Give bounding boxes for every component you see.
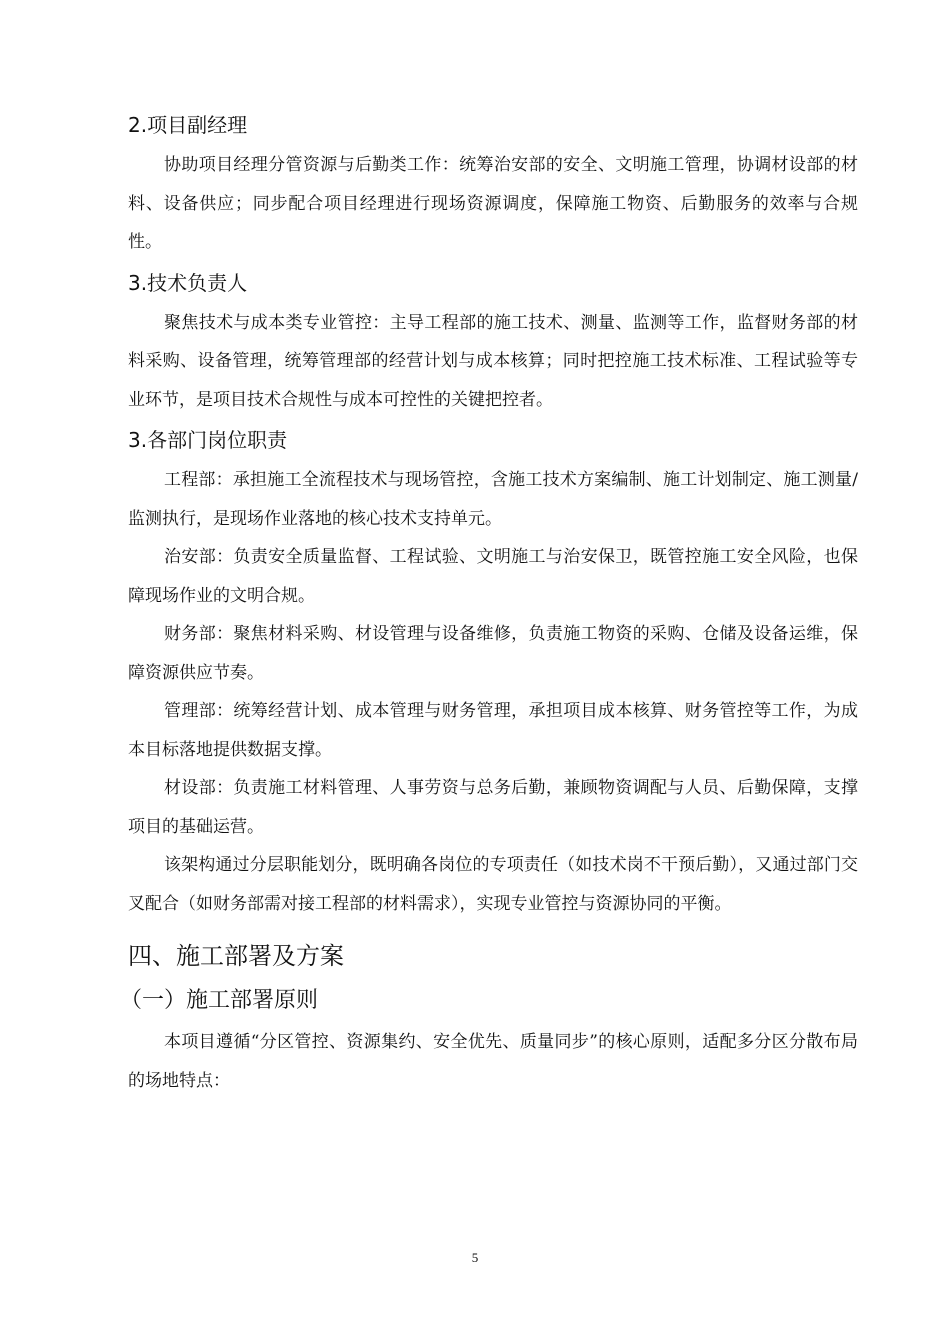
section-heading-technical-lead: 3.技术负责人 bbox=[128, 270, 248, 295]
paragraph-engineering: 工程部：承担施工全流程技术与现场管控，含施工技术方案编制、施工计划制定、施工测量/监测执行，是现场作业落地的核心技术支持单元。 bbox=[128, 470, 858, 529]
paragraph-principles: 本项目遵循“分区管控、资源集约、安全优先、质量同步”的核心原则，适配多分区分散布局的场地特点： bbox=[128, 1032, 858, 1091]
paragraph-materials: 材设部：负责施工材料管理、人事劳资与总务后勤，兼顾物资调配与人员、后勤保障，支撑项目的基础运营。 bbox=[128, 778, 858, 837]
paragraph: 协助项目经理分管资源与后勤类工作：统筹治安部的安全、文明施工管理，协调材设部的材料、设备供应；同步配合项目经理进行现场资源调度，保障施工物资、后勤服务的效率与合规性。 bbox=[128, 155, 858, 252]
paragraph-security: 治安部：负责安全质量监督、工程试验、文明施工与治安保卫，既管控施工安全风险，也保障现场作业的文明合规。 bbox=[128, 547, 858, 606]
page-number: 5 bbox=[471, 1250, 479, 1265]
subsection-heading: （一）施工部署原则 bbox=[120, 988, 319, 1013]
chapter-heading: 四、施工部署及方案 bbox=[128, 942, 344, 970]
document-body bbox=[120, 110, 858, 1100]
paragraph-management: 管理部：统筹经营计划、成本管理与财务管理，承担项目成本核算、财务管控等工作，为成本目标落地提供数据支撑。 bbox=[128, 701, 858, 760]
section-heading-department-duties: 3.各部门岗位职责 bbox=[128, 428, 288, 452]
paragraph: 聚焦技术与成本类专业管控：主导工程部的施工技术、测量、监测等工作，监督财务部的材料采购、设备管理，统筹管理部的经营计划与成本核算；同时把控施工技术标准、工程试验等专业环节，是项目技术合规性与成本可控性的关键把控者。 bbox=[128, 312, 858, 410]
section-heading-deputy-manager: 2.项目副经理 bbox=[128, 113, 248, 137]
paragraph-summary: 该架构通过分层职能划分，既明确各岗位的专项责任（如技术岗不干预后勤），又通过部门交叉配合（如财务部需对接工程部的材料需求），实现专业管控与资源协同的平衡。 bbox=[128, 855, 858, 914]
paragraph-finance: 财务部：聚焦材料采购、材设管理与设备维修，负责施工物资的采购、仓储及设备运维，保障资源供应节奏。 bbox=[128, 624, 858, 683]
